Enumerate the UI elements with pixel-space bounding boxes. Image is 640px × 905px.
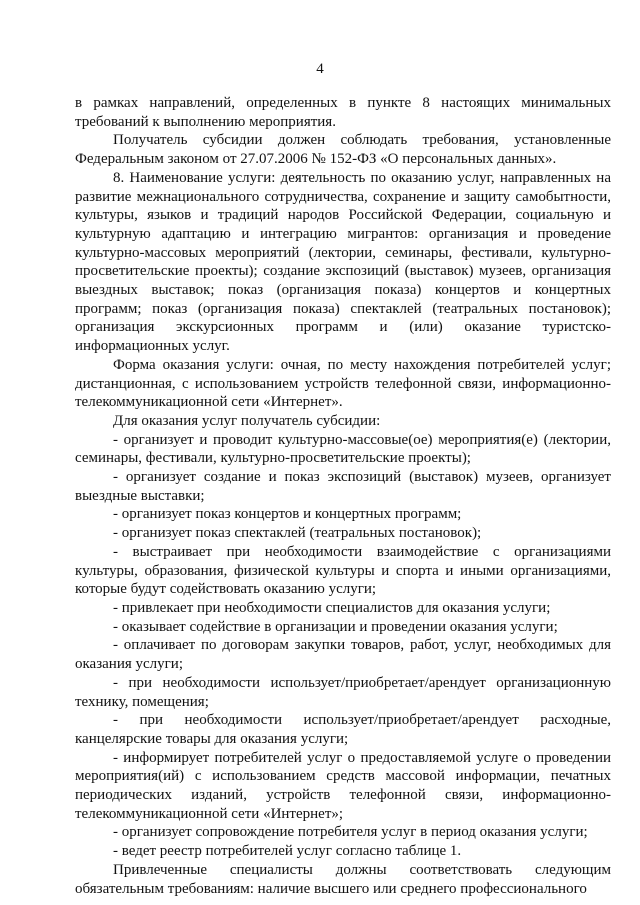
list-item: - при необходимости использует/приобретает/арендует организационную технику, помещения; — [75, 674, 611, 710]
paragraph-specialists: Привлеченные специалисты должны соответствовать следующим обязательным требованиям: наличие высшего или среднего профессионального — [75, 861, 611, 897]
list-item: - оказывает содействие в организации и проведении оказания услуги; — [113, 618, 558, 635]
paragraph-list-intro: Для оказания услуг получатель субсидии: — [113, 412, 381, 429]
list-item: - выстраивает при необходимости взаимодействие с организациями культуры, образования, физической культуры и спорта и иными организациями, которые будут содействовать оказанию услуги; — [75, 543, 611, 598]
paragraph-service-name: 8. Наименование услуги: деятельность по оказанию услуг, направленных на развитие межнационального сотрудничества, сохранение и защиту самобытности, культуры, языков и традиций народов Российской Федерации, социальную и культурную адаптацию и интеграцию мигрантов: организация и проведение культурно-массовых мероприятий (лектории, семинары, фестивали, культурно-просветительские проекты); создание экспозиций (выставок) музеев, организация выездных выставок; показ (организация показа) концертов и концертных программ; показ (организация показа) спектаклей (театральных постановок); организация экскурсионных программ и (или) оказание туристско-информационных услуг. — [75, 169, 611, 355]
list-item: - организует создание и показ экспозиций (выставок) музеев, организует выездные выставки; — [75, 469, 611, 504]
page-number: 4 — [316, 61, 324, 77]
list-item: - организует показ спектаклей (театральных постановок); — [113, 525, 482, 542]
list-item: - оплачивает по договорам закупки товаров, работ, услуг, необходимых для оказания услуги; — [75, 637, 611, 673]
document-body — [75, 94, 611, 898]
paragraph: в рамках направлений, определенных в пункте 8 настоящих минимальных требований к выполнению мероприятия. — [75, 95, 611, 130]
list-item: - при необходимости использует/приобретает/арендует расходные, канцелярские товары для оказания услуги; — [75, 712, 611, 747]
list-item: - привлекает при необходимости специалистов для оказания услуги; — [113, 599, 551, 616]
list-item: - организует и проводит культурно-массовые(ое) мероприятия(е) (лектории, семинары, фестивали, культурно-просветительские проекты); — [75, 431, 611, 467]
list-item: - информирует потребителей услуг о предоставляемой услуге о проведении мероприятия(ий) с использованием средств массовой информации, печатных периодических изданий, устройств телефонной связи, информационно-телекоммуникационной сети «Интернет»; — [75, 749, 611, 822]
list-item: - организует сопровождение потребителя услуг в период оказания услуги; — [113, 824, 588, 841]
paragraph-service-form: Форма оказания услуги: очная, по месту нахождения потребителей услуг; дистанционная, с использованием устройств телефонной связи, информационно-телекоммуникационной сети «Интернет». — [75, 356, 611, 411]
paragraph: Получатель субсидии должен соблюдать требования, установленные Федеральным законом от 27.07.2006 № 152-ФЗ «О персональных данных». — [75, 132, 611, 168]
list-item: - организует показ концертов и концертных программ; — [113, 506, 462, 523]
list-item: - ведет реестр потребителей услуг согласно таблице 1. — [113, 843, 462, 860]
